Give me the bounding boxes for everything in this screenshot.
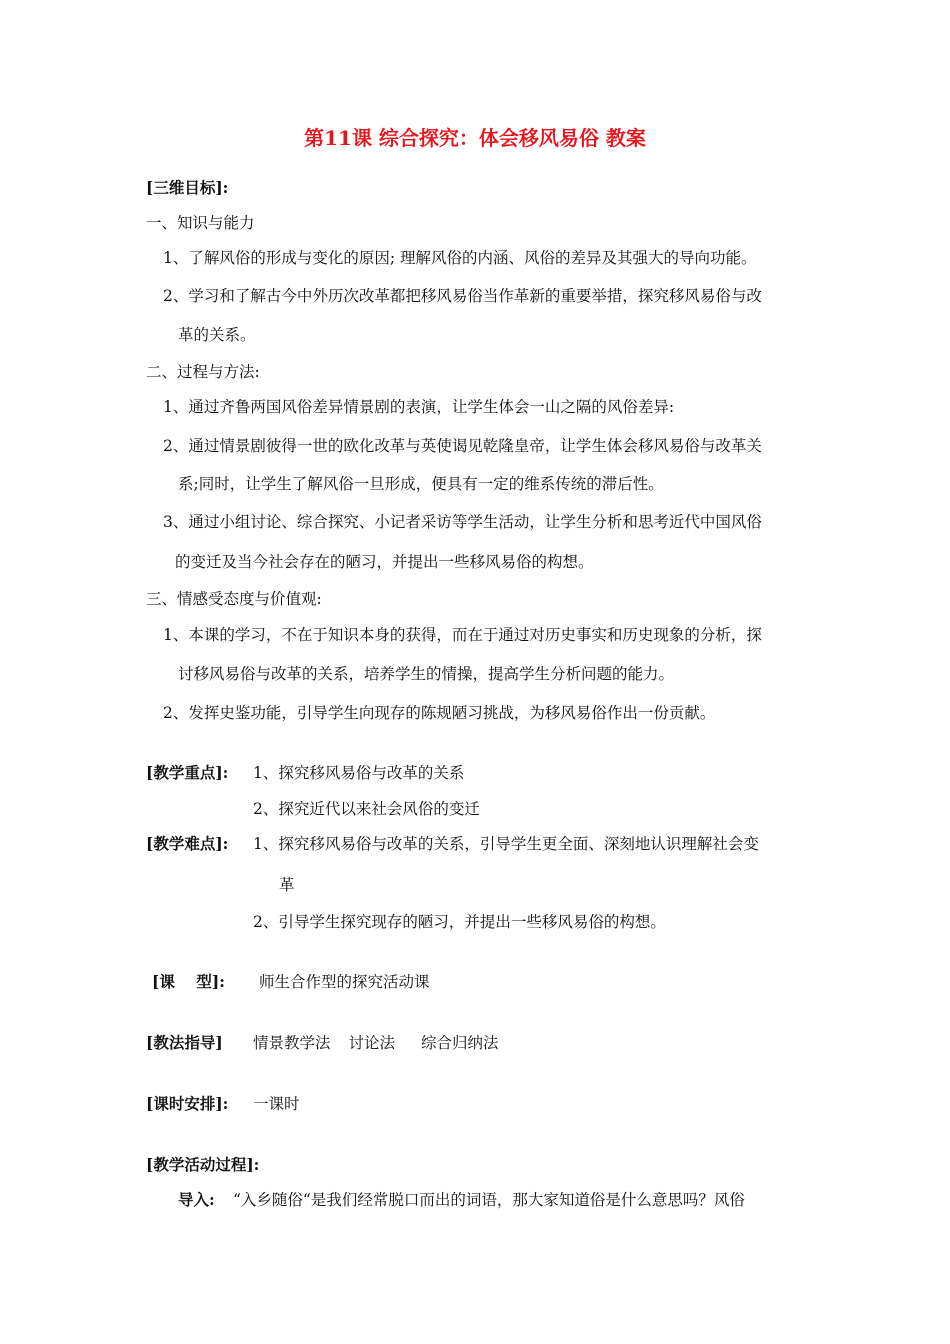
section-process-heading: 二、过程与方法: <box>146 363 260 381</box>
methods-label: [教法指导] <box>146 1033 223 1052</box>
method-2: 讨论法 <box>348 1034 396 1052</box>
process-item-1: 1、通过齐鲁两国风俗差异情景剧的表演，让学生体会一山之隔的风俗差异: <box>163 398 675 416</box>
section-knowledge-heading: 一、知识与能力 <box>146 214 255 232</box>
schedule-value: 一课时 <box>253 1095 300 1113</box>
key-point-1: 1、探究移风易俗与改革的关系 <box>253 764 465 782</box>
difficulty-1: 1、探究移风易俗与改革的关系，引导学生更全面、深刻地认识理解社会变 <box>253 835 759 853</box>
difficulties-label: [教学难点]: <box>146 834 229 853</box>
process-item-2-cont: 系;同时，让学生了解风俗一旦形成，便具有一定的维系传统的滞后性。 <box>178 475 664 493</box>
values-item-2: 2、发挥史鉴功能，引导学生向现存的陈规陋习挑战，为移风易俗作出一份贡献。 <box>163 704 716 722</box>
intro-label: 导入: <box>178 1190 215 1209</box>
method-1: 情景教学法 <box>253 1034 331 1052</box>
method-3: 综合归纳法 <box>421 1034 499 1052</box>
process-label: [教学活动过程]: <box>146 1155 260 1174</box>
lesson-type-label: [课 型]: <box>152 972 225 991</box>
section-values-heading: 三、情感受态度与价值观: <box>146 590 322 608</box>
intro-text: “入乡随俗“是我们经常脱口而出的词语，那大家知道俗是什么意思吗？风俗 <box>233 1191 745 1209</box>
process-item-3-cont: 的变迁及当今社会存在的陋习，并提出一些移风易俗的构想。 <box>175 553 594 571</box>
values-item-1-cont: 讨移风易俗与改革的关系，培养学生的情操，提高学生分析问题的能力。 <box>178 665 675 683</box>
knowledge-item-2: 2、学习和了解古今中外历次改革都把移风易俗当作革新的重要举措，探究移风易俗与改 <box>163 287 762 305</box>
document-title: 第11课 综合探究：体会移风易俗 教案 <box>304 126 646 150</box>
difficulty-1-cont: 革 <box>279 876 295 894</box>
key-points-label: [教学重点]: <box>146 763 229 782</box>
process-item-2: 2、通过情景剧彼得一世的欧化改革与英使谒见乾隆皇帝，让学生体会移风易俗与改革关 <box>163 437 762 455</box>
difficulty-2: 2、引导学生探究现存的陋习，并提出一些移风易俗的构想。 <box>253 913 666 931</box>
lesson-type-value: 师生合作型的探究活动课 <box>259 973 430 991</box>
values-item-1: 1、本课的学习，不在于知识本身的获得，而在于通过对历史事实和历史现象的分析，探 <box>163 626 762 644</box>
knowledge-item-1: 1、了解风俗的形成与变化的原因; 理解风俗的内涵、风俗的差异及其强大的导向功能。 <box>163 249 757 267</box>
key-point-2: 2、探究近代以来社会风俗的变迁 <box>253 800 480 818</box>
process-item-3: 3、通过小组讨论、综合探究、小记者采访等学生活动，让学生分析和思考近代中国风俗 <box>163 513 762 531</box>
goals-heading: [三维目标]: <box>146 178 229 197</box>
knowledge-item-2-cont: 革的关系。 <box>178 326 256 344</box>
schedule-label: [课时安排]: <box>146 1094 229 1113</box>
methods-list <box>253 1033 499 1053</box>
